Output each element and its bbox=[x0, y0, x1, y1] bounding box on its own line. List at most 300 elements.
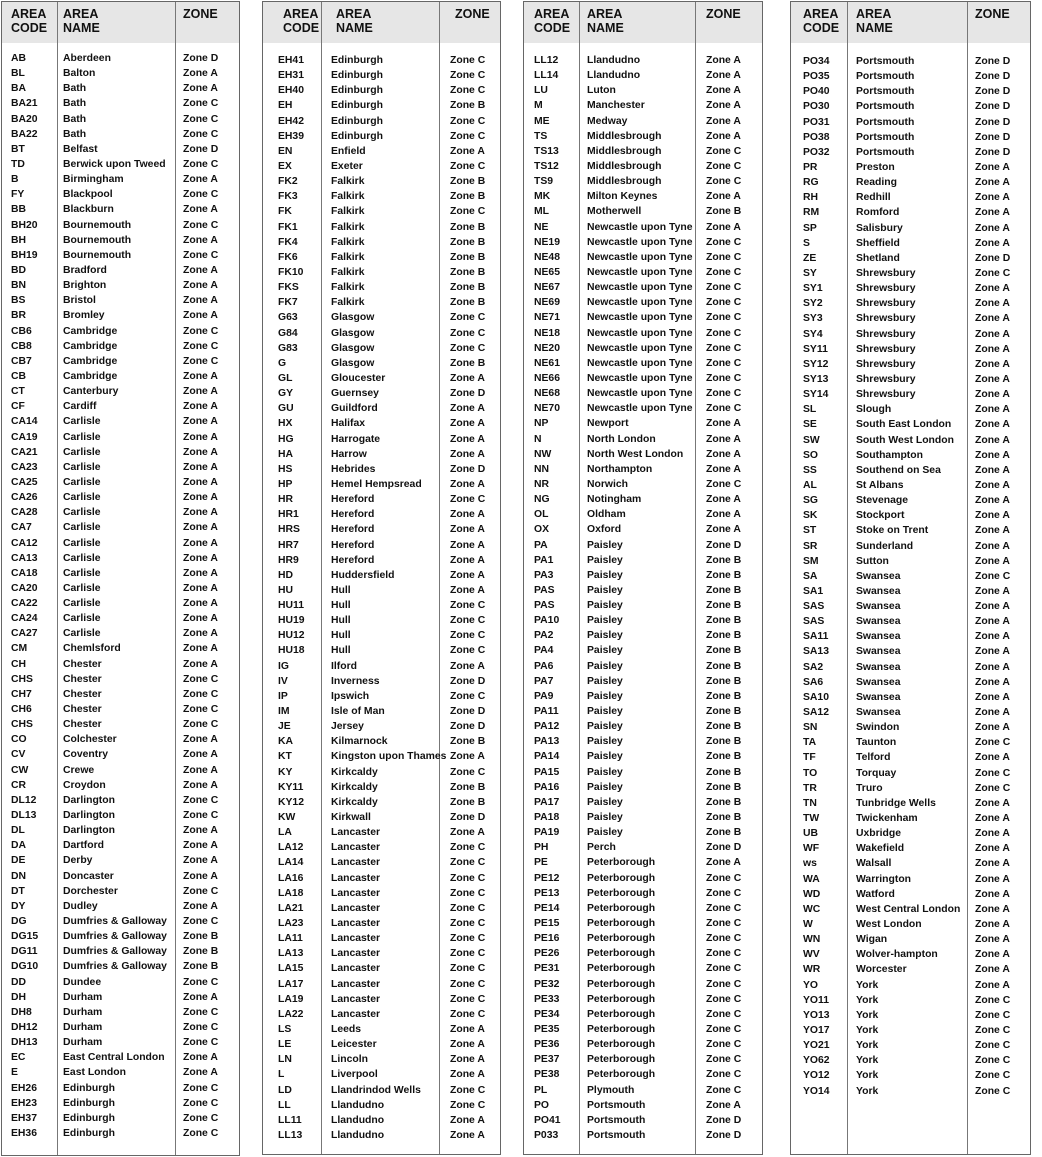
cell-code: KW bbox=[278, 812, 296, 824]
cell-name: Swansea bbox=[856, 601, 901, 613]
table-row bbox=[791, 433, 1030, 448]
table-row bbox=[2, 202, 239, 217]
table-row bbox=[524, 204, 762, 219]
table-row bbox=[791, 796, 1030, 811]
table-row bbox=[2, 763, 239, 778]
cell-name: Peterborough bbox=[587, 872, 656, 884]
cell-name: Dumfries & Galloway bbox=[63, 946, 167, 958]
cell-zone: Zone A bbox=[975, 343, 1010, 355]
cell-code: DL bbox=[11, 825, 25, 837]
cell-zone: Zone A bbox=[450, 751, 485, 763]
cell-code: LE bbox=[278, 1039, 292, 1051]
table-row bbox=[2, 1096, 239, 1111]
cell-zone: Zone C bbox=[183, 355, 219, 367]
cell-zone: Zone A bbox=[975, 313, 1010, 325]
cell-name: Paisley bbox=[587, 660, 623, 672]
cell-code: ML bbox=[534, 206, 550, 218]
cell-code: NG bbox=[534, 494, 550, 506]
cell-name: Lancaster bbox=[331, 978, 381, 990]
cell-name: Doncaster bbox=[63, 870, 114, 882]
cell-zone: Zone C bbox=[183, 688, 219, 700]
table-row bbox=[263, 916, 500, 931]
cell-zone: Zone C bbox=[183, 128, 219, 140]
cell-zone: Zone A bbox=[183, 174, 218, 186]
cell-zone: Zone A bbox=[975, 949, 1010, 961]
cell-name: Newcastle upon Tyne bbox=[587, 251, 693, 263]
cell-name: Carlisle bbox=[63, 567, 101, 579]
cell-code: PA16 bbox=[534, 781, 560, 793]
cell-code: SA12 bbox=[803, 707, 829, 719]
cell-code: NW bbox=[534, 448, 552, 460]
cell-zone: Zone C bbox=[450, 857, 486, 869]
cell-zone: Zone D bbox=[975, 116, 1011, 128]
table-row bbox=[2, 51, 239, 66]
cell-name: Glasgow bbox=[331, 312, 375, 324]
cell-code: MK bbox=[534, 191, 551, 203]
cell-zone: Zone C bbox=[183, 704, 219, 716]
table-row bbox=[524, 538, 762, 553]
cell-zone: Zone C bbox=[975, 1085, 1011, 1097]
cell-name: Portsmouth bbox=[856, 101, 915, 113]
cell-zone: Zone D bbox=[975, 56, 1011, 67]
cell-name: Canterbury bbox=[63, 386, 119, 398]
cell-code: TD bbox=[11, 158, 25, 170]
cell-code: YO bbox=[803, 979, 819, 991]
table-row bbox=[791, 448, 1030, 463]
cell-zone: Zone A bbox=[975, 404, 1010, 416]
cell-zone: Zone A bbox=[183, 613, 218, 625]
cell-code: L bbox=[278, 1069, 285, 1081]
cell-zone: Zone C bbox=[450, 130, 486, 142]
cell-zone: Zone B bbox=[706, 721, 742, 733]
table-row bbox=[524, 462, 762, 477]
cell-zone: Zone A bbox=[975, 691, 1010, 703]
cell-code: PE31 bbox=[534, 963, 560, 975]
table-row bbox=[2, 460, 239, 475]
cell-zone: Zone B bbox=[183, 931, 219, 943]
table-row bbox=[263, 825, 500, 840]
cell-name: Peterborough bbox=[587, 918, 656, 930]
cell-name: Hereford bbox=[331, 494, 375, 506]
cell-code: NE67 bbox=[534, 282, 560, 294]
cell-code: EH23 bbox=[11, 1097, 37, 1109]
cell-name: York bbox=[856, 994, 879, 1006]
table-row bbox=[791, 523, 1030, 538]
cell-code: PO38 bbox=[803, 131, 830, 143]
cell-zone: Zone C bbox=[183, 98, 219, 110]
cell-zone: Zone B bbox=[450, 297, 486, 309]
table-row bbox=[2, 324, 239, 339]
cell-code: NE20 bbox=[534, 342, 560, 354]
table-row bbox=[791, 735, 1030, 750]
cell-name: Aberdeen bbox=[63, 53, 111, 64]
cell-zone: Zone B bbox=[450, 221, 486, 233]
cell-zone: Zone A bbox=[706, 418, 741, 430]
cell-code: TA bbox=[803, 737, 817, 749]
cell-code: CHS bbox=[11, 673, 33, 685]
cell-zone: Zone B bbox=[450, 251, 486, 263]
cell-zone: Zone C bbox=[706, 1039, 742, 1051]
cell-code: LA18 bbox=[278, 887, 304, 899]
cell-code: CB7 bbox=[11, 355, 32, 367]
cell-code: EH31 bbox=[278, 70, 304, 82]
cell-zone: Zone A bbox=[975, 449, 1010, 461]
cell-zone: Zone A bbox=[183, 522, 218, 534]
header-area-name: AREA NAME bbox=[63, 7, 100, 35]
cell-zone: Zone A bbox=[975, 873, 1010, 885]
cell-zone: Zone C bbox=[183, 673, 219, 685]
cell-zone: Zone C bbox=[706, 887, 742, 899]
cell-name: South East London bbox=[856, 419, 952, 431]
table-row bbox=[263, 159, 500, 174]
cell-name: Swindon bbox=[856, 722, 900, 734]
cell-zone: Zone A bbox=[975, 495, 1010, 507]
cell-name: Swansea bbox=[856, 691, 901, 703]
cell-name: Middlesbrough bbox=[587, 176, 662, 188]
table-row bbox=[791, 902, 1030, 917]
cell-code: LU bbox=[534, 85, 548, 97]
table-row bbox=[791, 281, 1030, 296]
cell-name: Gloucester bbox=[331, 372, 386, 384]
table-row bbox=[524, 628, 762, 643]
header-area-name: AREA NAME bbox=[336, 7, 373, 35]
cell-name: Durham bbox=[63, 1006, 103, 1018]
cell-code: EX bbox=[278, 160, 292, 172]
table-row bbox=[791, 251, 1030, 266]
cell-name: Newcastle upon Tyne bbox=[587, 357, 693, 369]
cell-zone: Zone B bbox=[450, 100, 486, 112]
cell-zone: Zone C bbox=[450, 85, 486, 97]
cell-code: HP bbox=[278, 478, 293, 490]
cell-code: KY bbox=[278, 766, 293, 778]
table-row bbox=[791, 417, 1030, 432]
cell-name: West London bbox=[856, 919, 922, 931]
cell-zone: Zone A bbox=[183, 83, 218, 95]
cell-name: Blackpool bbox=[63, 189, 113, 201]
cell-zone: Zone A bbox=[450, 539, 485, 551]
cell-zone: Zone A bbox=[450, 524, 485, 536]
cell-code: OX bbox=[534, 524, 550, 536]
cell-name: Falkirk bbox=[331, 176, 365, 188]
cell-code: PA7 bbox=[534, 675, 554, 687]
cell-code: SY bbox=[803, 267, 817, 279]
cell-code: LA15 bbox=[278, 963, 304, 975]
cell-zone: Zone A bbox=[183, 280, 218, 292]
table-row bbox=[2, 475, 239, 490]
cell-zone: Zone C bbox=[183, 1112, 219, 1124]
cell-name: Lancaster bbox=[331, 933, 381, 945]
cell-zone: Zone C bbox=[183, 1097, 219, 1109]
cell-zone: Zone A bbox=[183, 628, 218, 640]
cell-zone: Zone C bbox=[183, 189, 219, 201]
cell-name: Paisley bbox=[587, 630, 623, 642]
cell-name: Carlisle bbox=[63, 507, 101, 519]
cell-code: DT bbox=[11, 885, 25, 897]
cell-zone: Zone A bbox=[975, 646, 1010, 658]
cell-name: Paisley bbox=[587, 539, 623, 551]
cell-code: CV bbox=[11, 749, 26, 761]
cell-code: NE68 bbox=[534, 388, 560, 400]
cell-code: SG bbox=[803, 495, 819, 507]
table-row bbox=[524, 961, 762, 976]
table-row bbox=[263, 310, 500, 325]
cell-name: Newcastle upon Tyne bbox=[587, 342, 693, 354]
cell-code: FK7 bbox=[278, 297, 298, 309]
table-row bbox=[2, 520, 239, 535]
cell-name: Peterborough bbox=[587, 1039, 656, 1051]
table-row bbox=[791, 660, 1030, 675]
table-row bbox=[791, 947, 1030, 962]
cell-code: PA12 bbox=[534, 721, 560, 733]
cell-zone: Zone A bbox=[975, 813, 1010, 825]
cell-code: SA6 bbox=[803, 676, 824, 688]
header-area-code: AREA CODE bbox=[11, 7, 48, 35]
cell-zone: Zone B bbox=[706, 736, 742, 748]
cell-name: Edinburgh bbox=[331, 70, 383, 82]
cell-zone: Zone D bbox=[450, 463, 486, 475]
table-row bbox=[791, 614, 1030, 629]
cell-name: Glasgow bbox=[331, 357, 375, 369]
table-row bbox=[524, 401, 762, 416]
cell-name: Manchester bbox=[587, 100, 645, 112]
cell-zone: Zone B bbox=[706, 751, 742, 763]
cell-zone: Zone A bbox=[183, 855, 218, 867]
cell-zone: Zone A bbox=[183, 749, 218, 761]
cell-name: Dundee bbox=[63, 976, 102, 988]
cell-code: BN bbox=[11, 280, 27, 292]
cell-zone: Zone B bbox=[706, 812, 742, 824]
cell-name: Portsmouth bbox=[587, 1099, 646, 1111]
cell-code: CO bbox=[11, 734, 27, 746]
cell-code: G84 bbox=[278, 327, 298, 339]
table-row bbox=[263, 492, 500, 507]
cell-zone: Zone C bbox=[183, 916, 219, 928]
table-row bbox=[263, 855, 500, 870]
cell-name: Paisley bbox=[587, 812, 623, 824]
cell-zone: Zone C bbox=[450, 842, 486, 854]
cell-code: SK bbox=[803, 510, 818, 522]
cell-code: DH12 bbox=[11, 1022, 38, 1033]
cell-code: SA1 bbox=[803, 585, 824, 597]
cell-zone: Zone D bbox=[183, 143, 219, 155]
cell-name: Taunton bbox=[856, 737, 897, 749]
cell-code: CA19 bbox=[11, 431, 38, 443]
cell-zone: Zone A bbox=[183, 446, 218, 458]
cell-code: PO bbox=[534, 1099, 550, 1111]
cell-name: Peterborough bbox=[587, 902, 656, 914]
cell-code: LA23 bbox=[278, 918, 304, 930]
cell-code: DG bbox=[11, 916, 27, 928]
cell-zone: Zone A bbox=[706, 70, 741, 82]
cell-zone: Zone A bbox=[975, 419, 1010, 431]
cell-code: SO bbox=[803, 449, 819, 461]
header-zone: ZONE bbox=[455, 7, 490, 21]
cell-zone: Zone A bbox=[975, 631, 1010, 643]
cell-zone: Zone C bbox=[183, 158, 219, 170]
cell-name: Carlisle bbox=[63, 628, 101, 640]
cell-code: DY bbox=[11, 900, 26, 912]
cell-code: PE26 bbox=[534, 948, 560, 960]
cell-zone: Zone C bbox=[183, 1006, 219, 1018]
table-row bbox=[524, 371, 762, 386]
cell-code: PE13 bbox=[534, 887, 560, 899]
cell-code: SS bbox=[803, 464, 817, 476]
table-row bbox=[791, 175, 1030, 190]
cell-code: FK3 bbox=[278, 191, 298, 203]
cell-code: PA bbox=[534, 539, 548, 551]
table-row bbox=[524, 174, 762, 189]
table-row bbox=[524, 553, 762, 568]
cell-name: Uxbridge bbox=[856, 828, 902, 840]
cell-zone: Zone C bbox=[975, 267, 1011, 279]
table-row bbox=[263, 583, 500, 598]
cell-code: WD bbox=[803, 888, 821, 900]
table-row bbox=[524, 235, 762, 250]
cell-code: CA20 bbox=[11, 582, 38, 594]
cell-zone: Zone A bbox=[183, 476, 218, 488]
table-row bbox=[2, 793, 239, 808]
cell-zone: Zone C bbox=[706, 918, 742, 930]
table-row bbox=[791, 690, 1030, 705]
cell-name: Glasgow bbox=[331, 342, 375, 354]
table-row bbox=[524, 840, 762, 855]
cell-name: Swansea bbox=[856, 631, 901, 643]
cell-zone: Zone C bbox=[450, 766, 486, 778]
cell-code: EH36 bbox=[11, 1127, 37, 1139]
cell-name: Portsmouth bbox=[587, 1114, 646, 1126]
cell-zone: Zone A bbox=[450, 403, 485, 415]
cell-zone: Zone A bbox=[975, 707, 1010, 719]
cell-code: CA7 bbox=[11, 522, 32, 534]
table-row bbox=[263, 68, 500, 83]
cell-code: SY14 bbox=[803, 389, 829, 401]
table-row bbox=[791, 932, 1030, 947]
table-row bbox=[2, 702, 239, 717]
cell-code: RM bbox=[803, 207, 820, 219]
cell-code: FY bbox=[11, 189, 25, 201]
cell-zone: Zone A bbox=[975, 510, 1010, 522]
cell-code: W bbox=[803, 919, 813, 931]
cell-zone: Zone A bbox=[183, 825, 218, 837]
cell-name: St Albans bbox=[856, 479, 904, 491]
cell-name: Twickenham bbox=[856, 813, 918, 825]
cell-name: Peterborough bbox=[587, 993, 656, 1005]
cell-name: Luton bbox=[587, 85, 616, 97]
cell-code: PO32 bbox=[803, 146, 830, 158]
table-row bbox=[524, 810, 762, 825]
cell-name: Peterborough bbox=[587, 1024, 656, 1035]
table-row bbox=[2, 96, 239, 111]
cell-code: B bbox=[11, 174, 19, 186]
table-row bbox=[791, 599, 1030, 614]
cell-name: Dumfries & Galloway bbox=[63, 931, 167, 943]
cell-name: Swansea bbox=[856, 646, 901, 658]
cell-code: CA21 bbox=[11, 446, 38, 458]
cell-name: Cambridge bbox=[63, 340, 118, 352]
cell-zone: Zone C bbox=[975, 737, 1011, 749]
cell-zone: Zone C bbox=[706, 266, 742, 278]
table-row bbox=[791, 917, 1030, 932]
cell-zone: Zone C bbox=[450, 690, 486, 702]
cell-name: Preston bbox=[856, 161, 895, 173]
table-row bbox=[263, 341, 500, 356]
cell-zone: Zone D bbox=[450, 721, 486, 733]
table-row bbox=[2, 717, 239, 732]
table-row bbox=[791, 236, 1030, 251]
cell-code: HR9 bbox=[278, 554, 299, 566]
cell-name: Salisbury bbox=[856, 222, 903, 234]
cell-code: HU18 bbox=[278, 645, 305, 657]
table-row bbox=[524, 795, 762, 810]
cell-code: LA16 bbox=[278, 872, 304, 884]
cell-name: Walsall bbox=[856, 858, 892, 870]
table-row bbox=[524, 674, 762, 689]
cell-code: CA27 bbox=[11, 628, 38, 640]
cell-code: PA2 bbox=[534, 630, 554, 642]
cell-zone: Zone A bbox=[975, 828, 1010, 840]
cell-zone: Zone A bbox=[183, 234, 218, 246]
cell-code: SY4 bbox=[803, 328, 823, 340]
cell-zone: Zone C bbox=[450, 630, 486, 642]
cell-code: IG bbox=[278, 660, 289, 672]
table-row bbox=[2, 778, 239, 793]
cell-name: Dumfries & Galloway bbox=[63, 961, 167, 973]
table-row bbox=[2, 263, 239, 278]
cell-name: Sunderland bbox=[856, 540, 914, 552]
table-row bbox=[791, 1008, 1030, 1023]
table-row bbox=[524, 931, 762, 946]
cell-name: Lancaster bbox=[331, 948, 381, 960]
cell-zone: Zone C bbox=[450, 933, 486, 945]
cell-zone: Zone A bbox=[183, 900, 218, 912]
cell-zone: Zone C bbox=[183, 219, 219, 231]
cell-name: Sutton bbox=[856, 555, 889, 567]
cell-code: IM bbox=[278, 706, 290, 718]
cell-code: PA13 bbox=[534, 736, 560, 748]
table-body bbox=[791, 54, 1030, 1099]
table-row bbox=[524, 946, 762, 961]
cell-zone: Zone D bbox=[975, 146, 1011, 158]
cell-zone: Zone A bbox=[975, 722, 1010, 734]
cell-code: NP bbox=[534, 418, 549, 430]
cell-name: Lancaster bbox=[331, 993, 381, 1005]
table-row bbox=[791, 296, 1030, 311]
cell-code: SY3 bbox=[803, 313, 823, 325]
table-row bbox=[263, 174, 500, 189]
cell-zone: Zone A bbox=[183, 779, 218, 791]
cell-name: Dartford bbox=[63, 840, 104, 852]
table-row bbox=[263, 628, 500, 643]
table-row bbox=[524, 1113, 762, 1128]
cell-code: CT bbox=[11, 386, 25, 398]
cell-name: Carlisle bbox=[63, 416, 101, 428]
cell-zone: Zone A bbox=[450, 827, 485, 839]
cell-zone: Zone B bbox=[450, 796, 486, 808]
cell-zone: Zone C bbox=[450, 887, 486, 899]
cell-zone: Zone C bbox=[450, 70, 486, 82]
cell-code: SP bbox=[803, 222, 817, 234]
cell-code: PA18 bbox=[534, 812, 560, 824]
cell-name: Newcastle upon Tyne bbox=[587, 297, 693, 309]
table-row bbox=[524, 1128, 762, 1143]
table-row bbox=[524, 1083, 762, 1098]
cell-zone: Zone C bbox=[183, 794, 219, 806]
cell-name: Huddersfield bbox=[331, 569, 395, 581]
table-row bbox=[2, 899, 239, 914]
cell-name: Paisley bbox=[587, 721, 623, 733]
cell-zone: Zone C bbox=[706, 1008, 742, 1020]
cell-code: PO41 bbox=[534, 1114, 561, 1126]
